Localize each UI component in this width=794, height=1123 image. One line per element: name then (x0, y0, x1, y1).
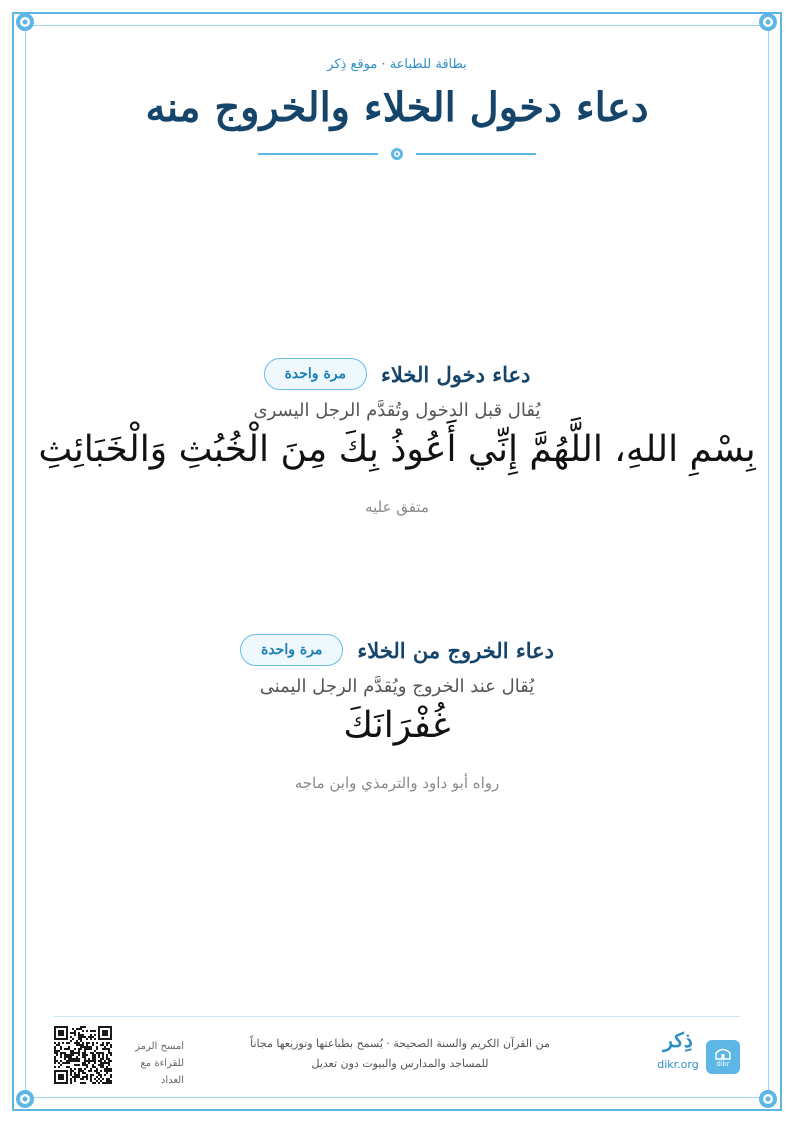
qr-caption-line: للقراءة مع العداد (140, 1058, 184, 1086)
entry-title: دعاء دخول الخلاء (381, 361, 531, 387)
entry-header (0, 358, 794, 390)
divider-line (416, 153, 536, 155)
repeat-badge: مرة واحدة (240, 634, 343, 666)
footer-divider (54, 1016, 740, 1017)
entry-instruction: يُقال قبل الدخول وتُقدَّم الرجل اليسرى (253, 400, 541, 421)
entry-instruction: يُقال عند الخروج ويُقدَّم الرجل اليمنى (259, 676, 535, 697)
dua-text: بِسْمِ اللهِ، اللَّهُمَّ إِنِّي أَعُوذُ بِكَ مِنَ الْخُبُثِ وَالْخَبَائِثِ (38, 429, 756, 470)
hadith-source: رواه أبو داود والترمذي وابن ماجه (294, 774, 500, 792)
mosque-logo-icon (706, 1040, 740, 1074)
corner-ornament-icon (757, 1088, 779, 1110)
page-border-inner (25, 25, 769, 1098)
corner-ornament-icon (757, 11, 779, 33)
repeat-badge: مرة واحدة (264, 358, 367, 390)
dua-entry-enter (0, 358, 794, 516)
hadith-source: متفق عليه (365, 498, 429, 516)
dua-entry-exit (0, 634, 794, 792)
brand-url[interactable]: dikr.org (657, 1058, 699, 1071)
page-title: دعاء دخول الخلاء والخروج منه (145, 84, 649, 131)
card-subheader: بطاقة للطباعة · موقع ذِكر (327, 57, 467, 72)
dua-text: غُفْرَانَكَ (343, 705, 451, 746)
divider-gem-icon (389, 146, 405, 162)
entry-title: دعاء الخروج من الخلاء (357, 637, 555, 663)
footer-line: للمساجد والمدارس والبيوت دون تعديل (311, 1057, 489, 1070)
entry-header (0, 634, 794, 666)
logo-label: dikr (716, 1059, 730, 1068)
brand-name: ذِكر (663, 1028, 693, 1052)
qr-caption (118, 1038, 184, 1089)
divider-line (258, 153, 378, 155)
qr-caption-line: امسح الرمز (135, 1041, 184, 1052)
corner-ornament-icon (14, 11, 36, 33)
title-divider (258, 153, 536, 155)
footer-line: من القرآن الكريم والسنة الصحيحة · يُسمح بطباعتها وتوزيعها مجاناً (250, 1037, 550, 1050)
corner-ornament-icon (14, 1088, 36, 1110)
footer-notice (250, 1034, 550, 1074)
qr-code-icon[interactable] (54, 1026, 112, 1084)
